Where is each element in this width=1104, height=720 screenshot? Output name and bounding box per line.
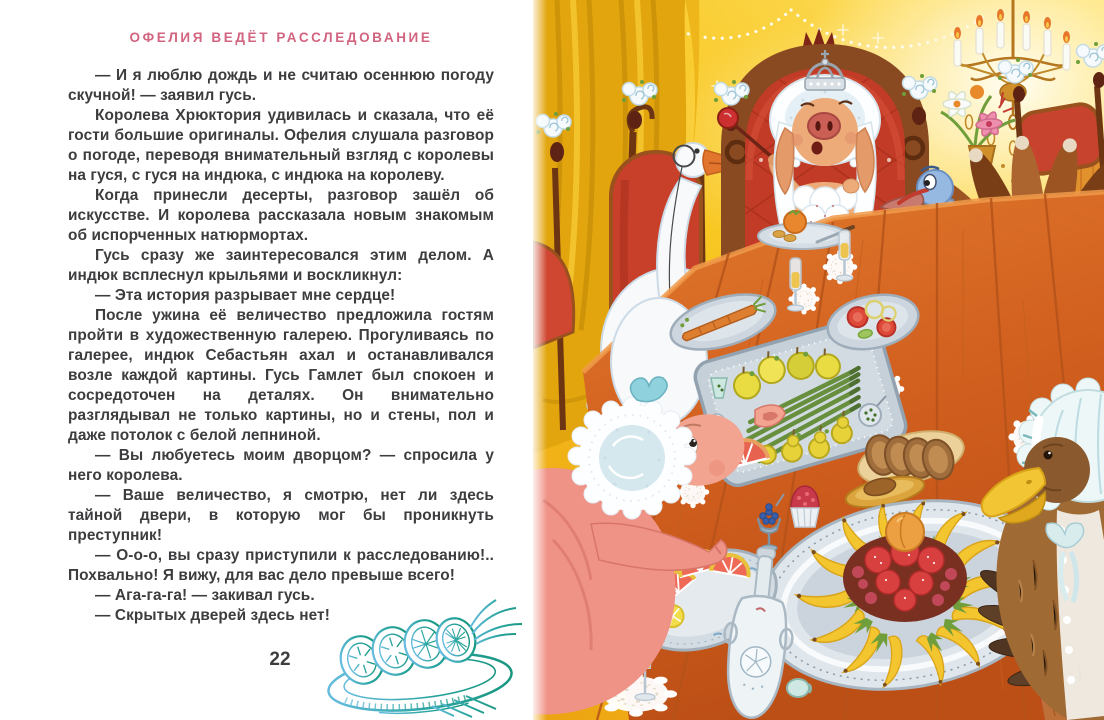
apricot — [886, 513, 924, 551]
orange-bloom — [970, 85, 984, 99]
page-number: 22 — [269, 649, 291, 670]
banquet-illustration — [533, 0, 1104, 720]
paragraph: — Скрытых дверей здесь нет! — [95, 607, 330, 624]
turkey-eye — [924, 180, 930, 186]
paragraph: Королева Хрюктория удивилась и сказала, что её гости большие оригиналы. Офелия слушала разговор о погоде, переводя внимательный взгляд с королевы на гуся, с гуся на индюка, с индюка на королеву. — [68, 107, 494, 184]
paragraph: — О-о-о, вы сразу приступили к расследованию!.. Похвально! Я вижу, для вас дело превыше всего! — [68, 547, 494, 584]
chapter-header: ОФЕЛИЯ ВЕДЁТ РАССЛЕДОВАНИЕ — [129, 30, 433, 45]
paragraph: — Вы любуетесь моим дворцом? — спросила у него королева. — [68, 447, 494, 484]
duck-eye — [1044, 451, 1053, 460]
queen-mouth — [812, 142, 823, 155]
citrus-plate-sketch — [314, 596, 526, 720]
paragraph: Когда принесли десерты, разговор зашёл об искусстве. И королева рассказала новым знакомым об испорченных натюрмортах. — [68, 187, 494, 244]
lollipop-scepter — [718, 108, 738, 128]
paragraph: — Ваше величество, я смотрю, нет ли здесь тайной двери, в которую мог бы проникнуть преступник! — [68, 487, 494, 544]
paragraph: — Эта история разрывает мне сердце! — [95, 287, 396, 304]
goose-monocle — [674, 146, 695, 167]
story-text — [68, 66, 494, 626]
paragraph: Гусь сразу же заинтересовался этим делом. А индюк всплеснул крыльями и воскликнул: — [68, 247, 494, 284]
goose-eye — [694, 148, 699, 153]
paragraph: — И я люблю дождь и не считаю осеннюю погоду скучной! — заявил гусь. — [68, 67, 494, 104]
queen-snout — [808, 113, 840, 139]
banquet-scene — [533, 0, 1104, 720]
paragraph: — Ага-га-га! — закивал гусь. — [95, 587, 315, 604]
paragraph: После ужина её величество предложила гостям пройти в художественную галерею. Прогуливаясь по галерее, индюк Себастьян ахал и останавливался возле каждой картины. Гусь Гамлет был спокоен и сосредоточен на деталях. Он внимательно разглядывал не только картины, но и стены, пол и даже потолок с белой лепниной. — [68, 307, 494, 444]
page-gutter-fade — [533, 0, 547, 720]
cupcake — [791, 486, 819, 527]
ophelia-bonnet — [568, 397, 696, 519]
